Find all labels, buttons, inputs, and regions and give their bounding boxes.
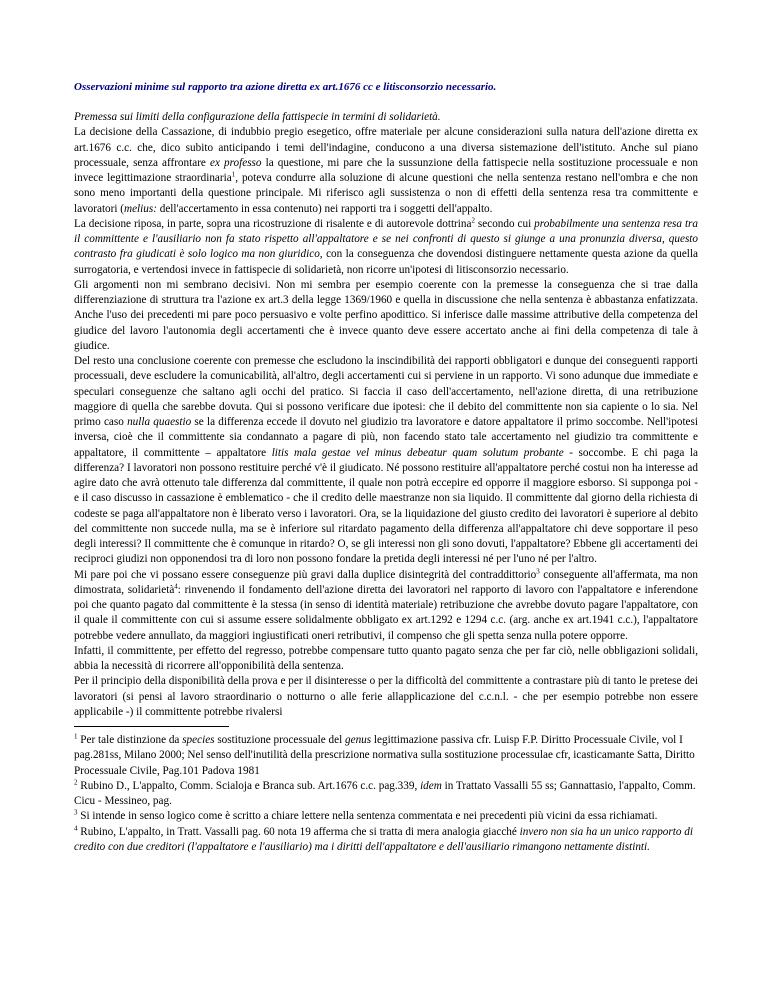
paragraph: Mi pare poi che vi possano essere conseguenze più gravi dalla duplice disintegrità del contraddittorio$^3$ conseguente all'affermata, ma non dimostrata, solidarietà$^4$: rinvenendo il fondamento dell'azione diretta dei lavoratori nel rapporto di lavoro con l'appaltatore e inferendone poi che quanto pagato dal committente è la stessa (in senso di identità materiale) retribuzione che avrebbe dovuto pagare l'appaltatore, con il quale il committente con cui si assume essere solidalmente obbligato ex art.1292 e 1294 c.c. (arg. anche ex art.1941 c.c.), l'appaltatore potrebbe vedere annullato, da maggiori ingiustificati oneri retributivi, il compenso che gli spetta senza nulla potere opporre. [74, 566, 698, 642]
footnote-ref: 3 [536, 566, 540, 575]
footnote-ref: 4 [174, 582, 178, 591]
document-page [74, 80, 698, 855]
footnote: $^3$ Si intende in senso logico come è scritto a chiare lettere nella sentenza commentata e nei precedenti più vicini da essa richiamati. [74, 808, 658, 823]
paragraph: Gli argomenti non mi sembrano decisivi. Non mi sembra per esempio coerente con la premesse la conseguenza che si trae dalla differenziazione di struttura tra l'azione ex art.3 della legge 1369/1960 e quella in discussione che nella sentenza è abbastanza enfatizzata. Anche l'uso dei precedenti mi pare poco persuasivo e volte perfino apodittico. Si inferisce dalle massime attributive della competenza del giudice del lavoro l'autonomia degli accertamenti che è invece quanto deve essere accertato anche ai fini della competenza di tale à giudice. [74, 278, 698, 352]
document-title: Osservazioni minime sul rapporto tra azione diretta ex art.1676 cc e litisconsorzio necessario. [74, 81, 497, 93]
footnote-separator [74, 726, 229, 727]
paragraph: Per il principio della disponibilità della prova e per il disinteresse o per la difficoltà del committente a contrastare più di tanto le pretese dei lavoratori (si pensi al lavoro straordinario o notturno o alle ferie allapplicazione del c.c.n.l. - che per esempio potrebbe non essere applicabile -) il committente potrebbe rivalersi [74, 675, 698, 718]
paragraph: La decisione riposa, in parte, sopra una ricostruzione di risalente e di autorevole dottrina$^2$ secondo cui probabilmente una sentenza resa tra il committente e l'ausiliario non fa stato rispetto all'appaltatore e se nei confronti di questo si giunge a una pronunzia diversa, questo contrasto fra giudicati è solo logico ma non giuridico, con la conseguenza che dovendosi distinguere nettamente questa azione da quella surrogatoria, e vertendosi invece in fattispecie di solidarietà, non ricorre un'ipotesi di litisconsorzio necessario. [74, 216, 699, 276]
footnote: $^2$ Rubino D., L'appalto, Comm. Scialoja e Branca sub. Art.1676 c.c. pag.339, idem in Trattato Vassalli 55 ss; Gannattasio, l'appalto, Comm. Cicu - Messineo, pag. [74, 778, 696, 807]
footnote: $^1$ Per tale distinzione da species sostituzione processuale del genus legittimazione passiva cfr. Luisp F.P. Diritto Processuale Civile, vol I pag.281ss, Milano 2000; Nel senso dell'inutilità della prescrizione normativa sulla sostituzione processulae cfr, icasticamante Satta, Diritto Processuale Civile, Pag.101 Padova 1981 [74, 732, 695, 777]
section-heading: Premessa sui limiti della configurazione della fattispecie in termini di solidarietà. [74, 111, 441, 123]
paragraph: Del resto una conclusione coerente con premesse che escludono la inscindibilità dei rapporti obbligatori e dunque dei conseguenti rapporti processuali, deve escludere la comunicabilità, all'altro, degli accertamenti cui si perviene in un rapporto. Vi sono adunque due immediate e speculari conseguenze che saltano agli occhi del pratico. Si faccia il caso dell'accertamento, nell'azione diretta, di una retribuzione maggiore di quella che sarebbe dovuta. Qui si possono verificare due ipotesi: che il debito del committente non sia capiente o lo sia. Nel primo caso nulla quaestio se la differenza eccede il dovuto nel giudizio tra lavoratore e datore appaltatore il primo soccombe. Nell'ipotesi inversa, cioè che il committente sia condannato a pagare di più, non facendo stato tale accertamento nel giudizio tra committente e appaltatore, il committente – appaltatore litis mala gestae vel minus debeatur quam solutum probante - soccombe. E chi paga la differenza? I lavoratori non possono restituire perché v'è il giudicato. Né possono restituire all'appaltatore perché costui non ha interesse ad agire dato che avrà ottenuto tale differenza dal committente, il quale non potrà eccepire ed opporre il maggiore esborso. Si supponga poi - e il caso discusso in cassazione è emblematico - che il credito delle maestranze non sia liquido. Il committente dal giorno della richiesta di codeste se paga all'appaltatore non è liberato verso i lavoratori. Ora, se la liquidazione del giusto credito dei lavoratori è superiore al debito del committente non succede nulla, ma se è inferiore sul ritardato pagamento della differenza all'appaltatore chi deve sopportare il peso degli interessi? Il committente che è comunque in ritardo? O, se gli interessi non gli sono dovuti, l'appaltatore? Ebbene gli accertamenti dei reciproci giudizi non opponendosi tra di loro non possono fondare la pretida degli interessi né per l'uno né per l'altro. [74, 355, 698, 566]
footnote: $^4$ Rubino, L'appalto, in Tratt. Vassalli pag. 60 nota 19 afferma che si tratta di mera analogia giacché invero non sia ha un unico rapporto di credito con due creditori (l'appaltatore e l'ausiliario) ma i diritti dell'appaltatore e dell'ausiliario rimangono nettamente distinti. [74, 823, 693, 853]
footnotes [74, 733, 698, 855]
footnote-ref: 2 [471, 216, 475, 225]
paragraph: La decisione della Cassazione, di indubbio pregio esegetico, offre materiale per alcune considerazioni sulla natura dell'azione diretta ex art.1676 c.c. che, dico subito anticipando i temi dell'indagine, conducono a una diversa sistemazione dell'istituto. Anche sul piano processuale, senza affrontare ex professo la questione, mi pare che la sussunzione della fattispecie nella sostituzione processuale e non invece legittimazione straordinaria$^1$, poteva condurre alla soluzione di alcune questioni che nella sentenza restano nell'ombra e che non sono meno importanti della questione principale. Mi riferisco agli sussistenza o non di effetti della sentenza resa tra committente e lavoratori (melius: dell'accertamento in essa contenuto) nei rapporti tra i soggetti dell'appalto. [74, 126, 699, 215]
footnote-ref: 1 [231, 170, 236, 179]
paragraph: Infatti, il committente, per effetto del regresso, potrebbe compensare tutto quanto pagato senza che per far ciò, nelle obbligazioni solidali, abbia la necessità di ricorrere all'opponibilità della sentenza. [74, 644, 698, 672]
document-body [74, 110, 698, 720]
